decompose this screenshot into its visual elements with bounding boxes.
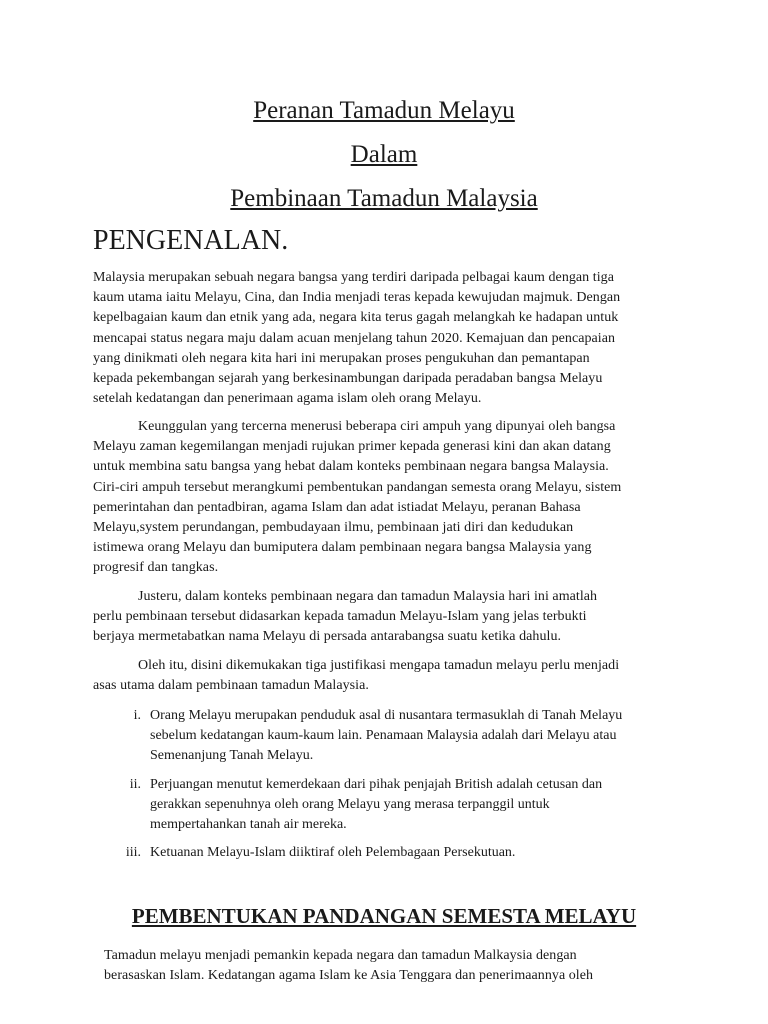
paragraph-line: progresif dan tangkas. [93,560,219,576]
paragraph-line: setelah kedatangan dan penerimaan agama islam oleh orang Melayu. [93,391,482,407]
justification-list [93,706,693,871]
paragraph-1 [93,268,683,409]
paragraph-line: pemerintahan dan pentadbiran, agama Islam dan adat istiadat Melayu, peranan Bahasa [93,499,581,515]
paragraph-line: Keunggulan yang tercerna menerusi beberapa ciri ampuh yang dipunyai oleh bangsa [138,419,616,434]
title-line-1: Peranan Tamadun Melayu [253,97,515,124]
list-line: Semenanjung Tanah Melayu. [150,748,314,764]
intro-heading: PENGENALAN. [93,225,289,256]
list-line: Perjuangan menutut kemerdekaan dari pihak penjajah British adalah cetusan dan [150,776,603,792]
paragraph-line: Melayu zaman kegemilangan menjadi rujukan primer kepada generasi kini dan akan datang [93,439,611,455]
list-line: Ketuanan Melayu-Islam diiktiraf oleh Pelembagaan Persekutuan. [150,845,516,861]
section-heading: PEMBENTUKAN PANDANGAN SEMESTA MELAYU [131,904,637,928]
paragraph-line: Oleh itu, disini dikemukakan tiga justifikasi mengapa tamadun melayu perlu menjadi [138,658,620,673]
paragraph-line: untuk membina satu bangsa yang hebat dalam konteks pembinaan negara bangsa Malaysia. [93,459,609,475]
list-item [93,706,693,767]
title-line-2: Dalam [350,141,418,168]
paragraph-2 [93,417,683,579]
list-line: Orang Melayu merupakan penduduk asal di nusantara termasuklah di Tanah Melayu [150,708,623,723]
paragraph-line: perlu pembinaan tersebut didasarkan kepada tamadun Melayu-Islam yang jelas terbukti [93,609,587,625]
list-line: gerakkan sepenuhnya oleh orang Melayu yang merasa terpanggil untuk [150,796,550,812]
list-line: mempertahankan tanah air mereka. [150,817,347,833]
list-marker: ii. [129,776,141,792]
paragraph-line: kepada pekembangan sejarah yang berkesinambungan daripada peradaban bangsa Melayu [93,371,603,387]
list-item [93,843,693,863]
paragraph-line: berjaya mermetabatkan nama Melayu di persada antarabangsa suatu ketika dahulu. [93,629,562,645]
list-line: sebelum kedatangan kaum-kaum lain. Penamaan Malaysia adalah dari Melayu atau [150,728,617,744]
paragraph-line: berasaskan Islam. Kedatangan agama Islam ke Asia Tenggara dan penerimaannya oleh [104,968,594,984]
paragraph-3 [93,587,683,648]
paragraph-line: kepelbagaian kaum dan etnik yang ada, negara kita terus gagah melangkah ke hadapan untuk [93,310,619,326]
paragraph-4 [93,656,683,696]
paragraph-line: yang dinikmati oleh negara kita hari ini merupakan proses pengukuhan dan pemantapan [93,350,590,366]
list-marker: i. [133,708,141,723]
list-marker: iii. [125,845,141,861]
paragraph-line: Justeru, dalam konteks pembinaan negara dan tamadun Malaysia hari ini amatlah [138,589,598,604]
paragraph-line: Tamadun melayu menjadi pemankin kepada negara dan tamadun Malkaysia dengan [104,948,577,963]
paragraph-line: istimewa orang Melayu dan bumiputera dalam pembinaan negara bangsa Malaysia yang [93,540,592,556]
title-line-3: Pembinaan Tamadun Malaysia [230,185,538,212]
paragraph-line: asas utama dalam pembinaan tamadun Malaysia. [93,678,369,694]
list-item [93,775,693,836]
paragraph-line: Malaysia merupakan sebuah negara bangsa yang terdiri daripada pelbagai kaum dengan tiga [93,270,614,285]
paragraph-line: kaum utama iaitu Melayu, Cina, dan India menjadi teras kepada kewujudan majmuk. Dengan [93,290,621,306]
paragraph-line: Melayu,system perundangan, pembudayaan ilmu, pembinaan jati diri dan kedudukan [93,520,574,536]
paragraph-line: Ciri-ciri ampuh tersebut merangkumi pembentukan pandangan semesta orang Melayu, sistem [93,479,622,495]
paragraph-line: mencapai status negara maju dalam acuan menjelang tahun 2020. Kemajuan dan pencapaian [93,330,616,346]
paragraph-5 [104,946,694,986]
